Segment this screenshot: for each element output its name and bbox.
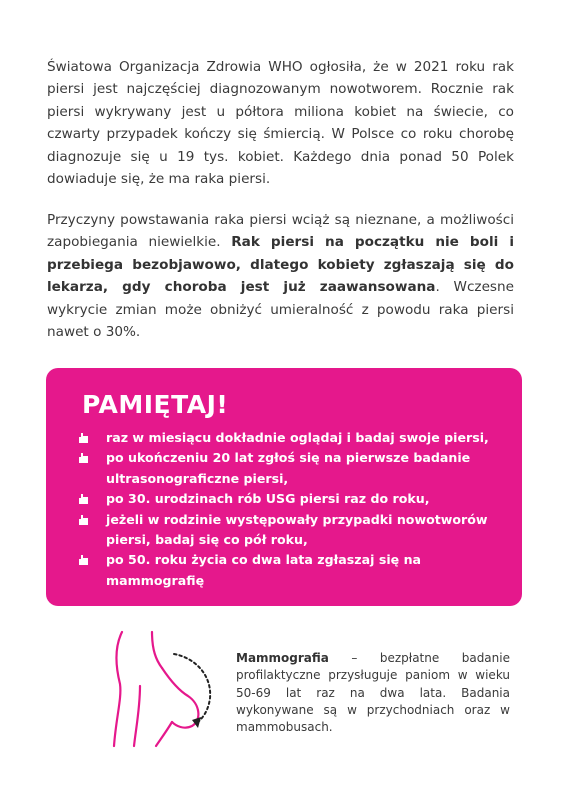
intro-paragraph: Światowa Organizacja Zdrowia WHO ogłosiła, że w 2021 roku rak piersi jest najczęściej diagnozowanym nowotworem. Rocznie rak piersi wykrywany jest u półtora miliona kobiet na świecie, co czwarty przypadek kończy się śmiercią. W Polsce co roku chorobę diagnozuje się u 19 tys. kobiet. Każdego dnia ponad 50 Polek dowiaduje się, że ma raka piersi. bbox=[47, 59, 514, 188]
causes-paragraph bbox=[47, 209, 514, 343]
causes-intro: Przyczyny powstawania raka piersi wciąż są nieznane, a możliwości zapobiegania niewielkie. bbox=[47, 212, 514, 251]
reminder-item-text: po 50. roku życia co dwa lata zgłaszaj się na mammografię bbox=[106, 552, 422, 588]
hand-pointer-icon bbox=[78, 555, 89, 565]
reminder-box bbox=[46, 368, 522, 606]
reminder-item bbox=[70, 489, 510, 509]
reminder-item-text: po 30. urodzinach rób USG piersi raz do roku, bbox=[106, 491, 430, 507]
reminder-item bbox=[70, 550, 510, 591]
mammography-description: – bezpłatne badanie profilaktyczne przysługuje paniom w wieku 50-69 lat raz na dwa lata. Badania wykonywane są w przychodniach oraz w mammobusach. bbox=[236, 651, 510, 735]
hand-pointer-icon bbox=[78, 433, 89, 443]
reminder-item bbox=[70, 510, 510, 551]
mammography-note bbox=[236, 650, 510, 736]
reminder-item-text: po ukończeniu 20 lat zgłoś się na pierwsze badanie ultrasonograficzne piersi, bbox=[106, 450, 471, 486]
reminder-item-text: jeżeli w rodzinie występowały przypadki nowotworów piersi, badaj się co pół roku, bbox=[106, 511, 488, 548]
hand-pointer-icon bbox=[78, 515, 89, 525]
causes-outro: . Wczesne wykrycie zmian może obniżyć umieralność z powodu raka piersi nawet o 30%. bbox=[47, 279, 514, 341]
reminder-list bbox=[70, 428, 510, 591]
reminder-item-text: raz w miesiącu dokładnie oglądaj i badaj swoje piersi, bbox=[106, 430, 489, 445]
hand-pointer-icon bbox=[78, 453, 89, 463]
reminder-item bbox=[70, 448, 510, 489]
reminder-item bbox=[70, 428, 510, 448]
mammography-term: Mammografia bbox=[236, 651, 329, 665]
breast-exam-outline-icon bbox=[100, 628, 225, 748]
causes-bold-statement: Rak piersi na początku nie boli i przebiega bezobjawowo, dlatego kobiety zgłaszają się do lekarza, gdy choroba jest już zaawansowana bbox=[47, 234, 514, 296]
hand-pointer-icon bbox=[78, 494, 89, 504]
reminder-heading: PAMIĘTAJ! bbox=[82, 390, 229, 419]
